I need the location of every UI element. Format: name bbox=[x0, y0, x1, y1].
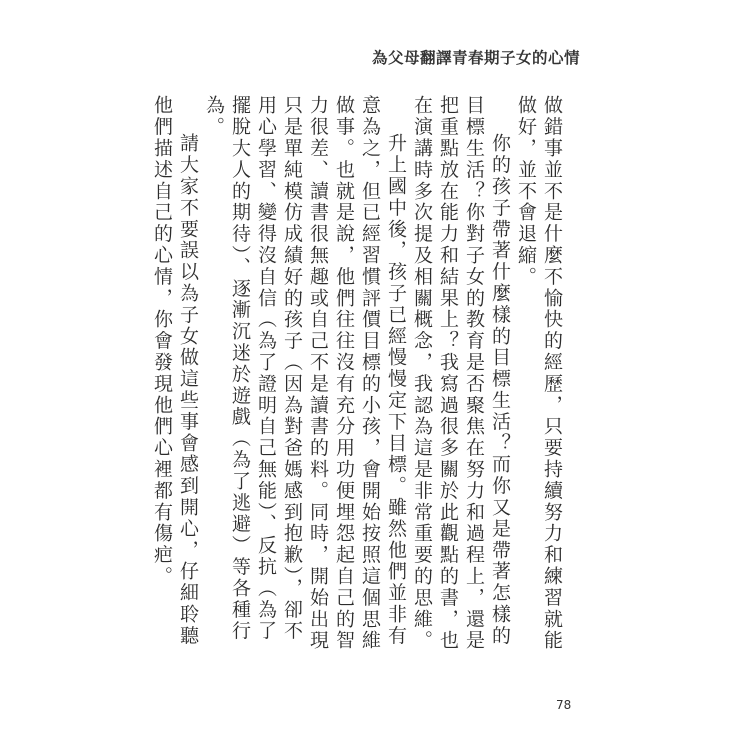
paragraph-4: 請大家不要誤以為子女做這些事會感到開心，仔細聆聽他們描述自己的心情，你會發現他們心裡都有傷疤。 bbox=[151, 95, 199, 647]
running-header-title: 為父母翻譯青春期子女的心情 bbox=[371, 49, 580, 67]
paragraph-2: 你的孩子帶著什麼樣的目標生活？而你又是帶著怎樣的目標生活？你對子女的教育是否聚焦在努力和過程上，還是把重點放在能力和結果上？我寫過很多關於此觀點的書，也在演講時多次提及相關概念，我認為這是非常重要的思維。 bbox=[411, 95, 511, 652]
paragraph-3: 升上國中後，孩子已經慢慢定下目標。雖然他們並非有意為之，但已經習慣評價目標的小孩，會開始按照這個思維做事。也就是說，他們往往沒有充分用功便埋怨起自己的智力很差、讀書很無趣或自己不是讀書的料。同時，開始出現只是單純模仿成績好的孩子（因為對爸媽感到抱歉），卻不用心學習、變得沒自信（為了證明自己無能）、反抗（為了擺脫大人的期待）、逐漸沉迷於遊戲（為了逃避）等各種行為。 bbox=[203, 95, 407, 652]
paragraph-1: 做錯事並不是什麼不愉快的經歷，只要持續努力和練習就能做好，並不會退縮。 bbox=[515, 95, 563, 652]
page-number: 78 bbox=[556, 698, 572, 712]
body-text bbox=[149, 95, 565, 655]
